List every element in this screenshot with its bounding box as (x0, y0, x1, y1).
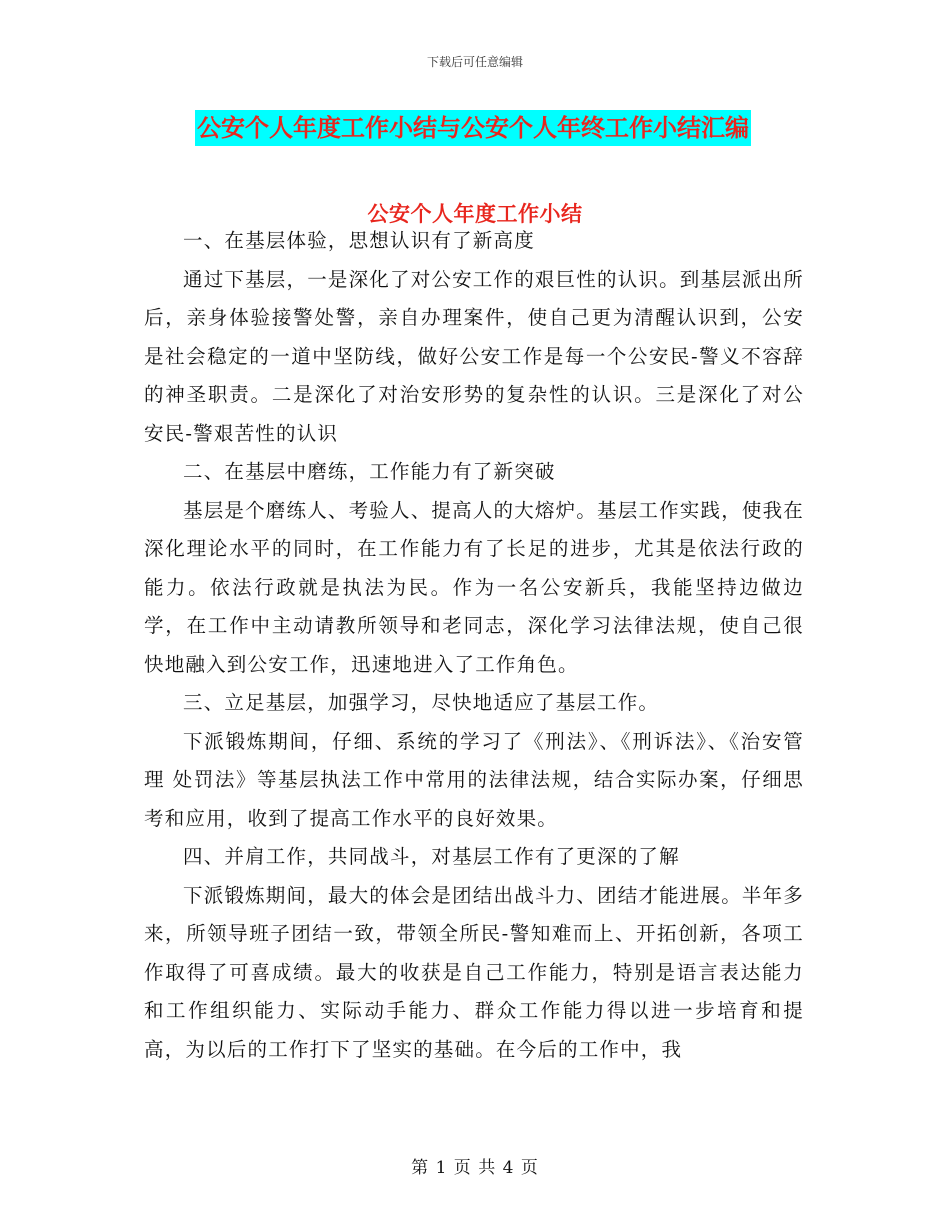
document-title: 公安个人年度工作小结与公安个人年终工作小结汇编 (195, 110, 751, 146)
heading-3: 三、立足基层，加强学习，尽快地适应了基层工作。 (183, 691, 660, 714)
document-body (144, 222, 804, 1069)
section-title: 公安个人年度工作小结 (367, 202, 583, 226)
paragraph-1: 通过下基层，一是深化了对公安工作的艰巨性的认识。到基层派出所后，亲身体验接警处警，亲自办理案件，使自己更为清醒认识到，公安是社会稳定的一道中坚防线，做好公安工作是每一个公安民-警义不容辞的神圣职责。二是深化了对治安形势的复杂性的认识。三是深化了对公安民-警艰苦性的认识 (144, 267, 805, 445)
paragraph-3: 下派锻炼期间，仔细、系统的学习了《刑法》、《刑诉法》、《治安管理 处罚法》等基层执法工作中常用的法律法规，结合实际办案，仔细思考和应用，收到了提高工作水平的良好效果。 (144, 729, 804, 830)
paragraph-2: 基层是个磨练人、考验人、提高人的大熔炉。基层工作实践，使我在深化理论水平的同时，在工作能力有了长足的进步，尤其是依法行政的能力。依法行政就是执法为民。作为一名公安新兵，我能坚持边做边学，在工作中主动请教所领导和老同志，深化学习法律法规，使自己很快地融入到公安工作，迅速地进入了工作角色。 (144, 498, 805, 676)
header-note: 下载后可任意编辑 (426, 55, 523, 69)
heading-2: 二、在基层中磨练，工作能力有了新突破 (183, 460, 556, 483)
heading-4: 四、并肩工作，共同战斗，对基层工作有了更深的了解 (183, 845, 680, 868)
page-footer: 第 1 页 共 4 页 (411, 1158, 539, 1178)
heading-1: 一、在基层体验，思想认识有了新高度 (183, 229, 535, 252)
paragraph-4: 下派锻炼期间，最大的体会是团结出战斗力、团结才能进展。半年多来，所领导班子团结一致，带领全所民-警知难而上、开拓创新，各项工作取得了可喜成绩。最大的收获是自己工作能力，特别是语言表达能力和工作组织能力、实际动手能力、群众工作能力得以进一步培育和提高，为以后的工作打下了坚实的基础。在今后的工作中，我 (144, 883, 805, 1061)
